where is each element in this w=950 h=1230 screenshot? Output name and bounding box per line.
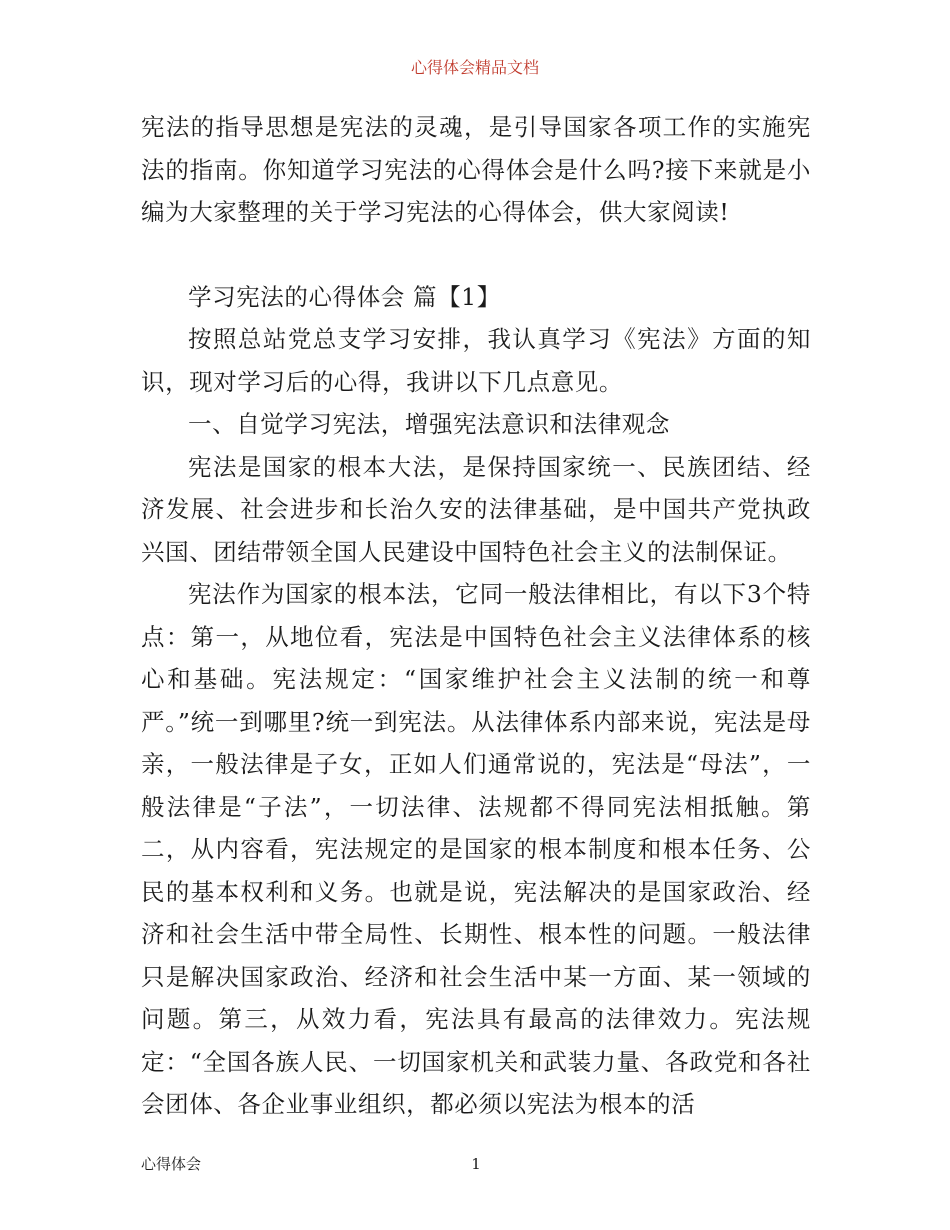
section-heading: 一、自觉学习宪法，增强宪法意识和法律观念 xyxy=(188,410,670,438)
paragraph-spacer xyxy=(141,234,811,276)
page-header: 心得体会精品文档 xyxy=(410,58,539,77)
intro-paragraph: 宪法的指导思想是宪法的灵魂，是引导国家各项工作的实施宪法的指南。你知道学习宪法的心得体会是什么吗?接下来就是小编为大家整理的关于学习宪法的心得体会，供大家阅读! xyxy=(141,113,811,226)
page-number: 1 xyxy=(471,1155,481,1173)
section-title: 学习宪法的心得体会 篇【1】 xyxy=(188,282,501,311)
body-paragraph-2: 宪法是国家的根本大法，是保持国家统一、民族团结、经济发展、社会进步和长治久安的法律基础，是中国共产党执政兴国、团结带领全国人民建设中国特色社会主义的法制保证。 xyxy=(141,452,811,566)
body-paragraph-1: 按照总站党总支学习安排，我认真学习《宪法》方面的知识，现对学习后的心得，我讲以下几点意见。 xyxy=(141,325,811,396)
body-paragraph-3: 宪法作为国家的根本法，它同一般法律相比，有以下3个特点：第一，从地位看，宪法是中国特色社会主义法律体系的核心和基础。宪法规定：“国家维护社会主义法制的统一和尊严。”统一到哪里?统一到宪法。从法律体系内部来说，宪法是母亲，一般法律是子女，正如人们通常说的，宪法是“母法”，一般法律是“子法”，一切法律、法规都不得同宪法相抵触。第二，从内容看，宪法规定的是国家的根本制度和根本任务、公民的基本权利和义务。也就是说，宪法解决的是国家政治、经济和社会生活中带全局性、长期性、根本性的问题。一般法律只是解决国家政治、经济和社会生活中某一方面、某一领域的问题。第三，从效力看，宪法具有最高的法律效力。宪法规定：“全国各族人民、一切国家机关和武装力量、各政党和各社会团体、各企业事业组织，都必须以宪法为根本的活 xyxy=(141,580,811,1118)
document-body xyxy=(141,106,811,1126)
footer-label: 心得体会 xyxy=(141,1155,202,1173)
